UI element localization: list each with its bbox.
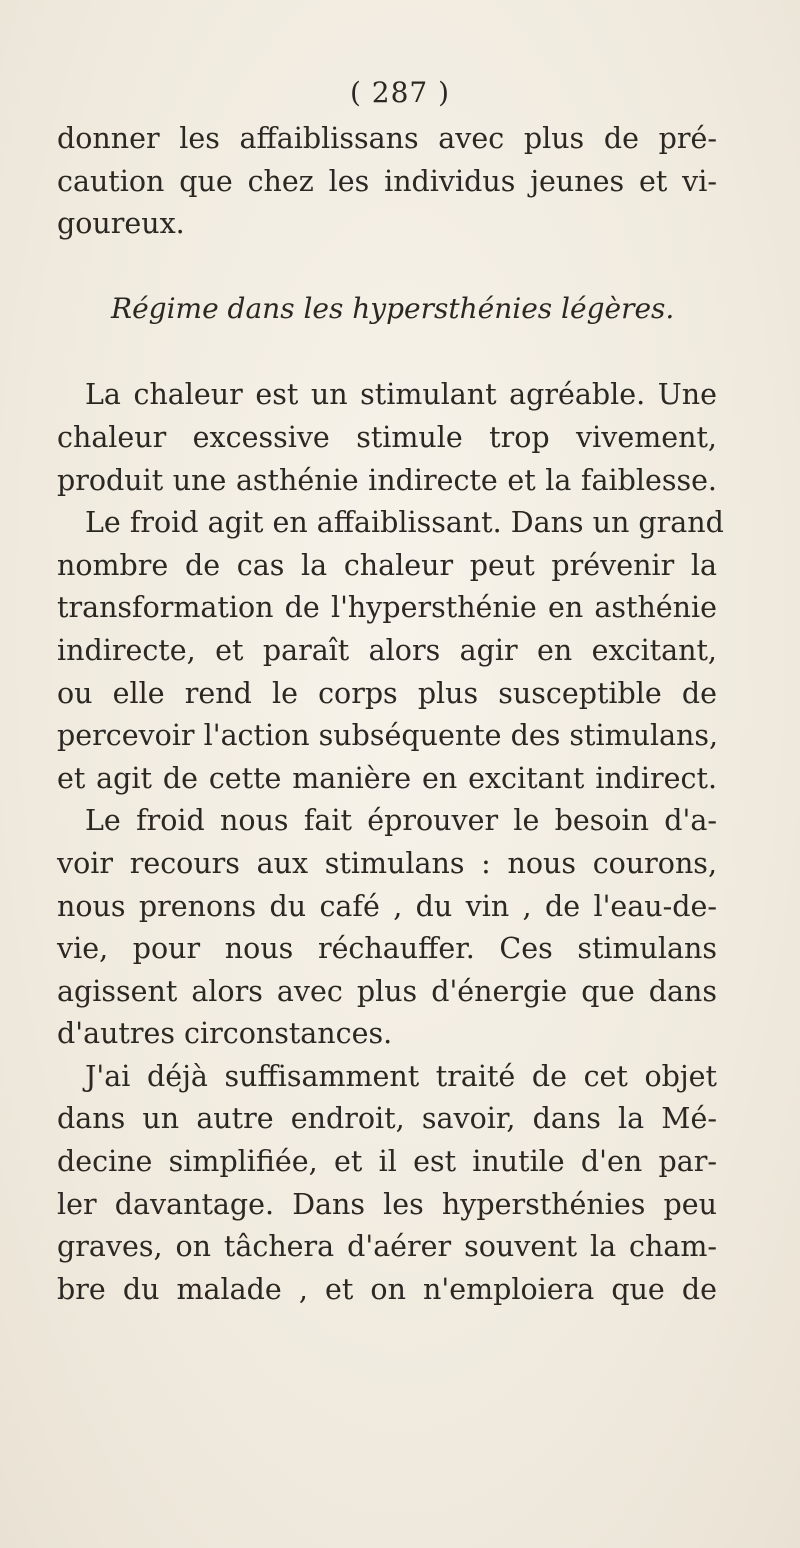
text-line: J'ai déjà suffisamment traité de cet objet [85,1059,717,1093]
text-line: produit une asthénie indirecte et la faiblesse. [57,463,717,497]
text-line: agissent alors avec plus d'énergie que dans [57,974,717,1008]
text-line: d'autres circonstances. [57,1017,393,1051]
paragraph-reference [57,1056,717,1312]
text-line: percevoir l'action subséquente des stimulans, [57,719,719,753]
text-line: indirecte, et paraît alors agir en excitant, [57,633,717,667]
text-line: nous prenons du café , du vin , de l'eau-de- [57,889,717,923]
text-line: vie, pour nous réchauffer. Ces stimulans [57,932,717,966]
text-line: goureux. [57,207,185,241]
text-line: nombre de cas la chaleur peut prévenir la [57,548,717,582]
page-number: ( 287 ) [349,76,451,109]
text-line: dans un autre endroit, savoir, dans la Mé- [57,1102,717,1136]
paragraph-heat-cold [57,374,724,1056]
text-line: chaleur excessive stimule trop vivement, [57,420,717,454]
text-line: ler davantage. Dans les hypersthénies peu [57,1187,717,1221]
intro-paragraph [57,118,717,246]
text-line: graves, on tâchera d'aérer souvent la cham- [57,1230,717,1264]
text-line: voir recours aux stimulans : nous courons, [57,846,717,880]
text-line: transformation de l'hypersthénie en asthénie [57,591,717,625]
text-line: bre du malade , et on n'emploiera que de [57,1272,717,1306]
text-line: donner les affaiblissans avec plus de pré- [57,122,717,155]
text-line: ou elle rend le corps plus susceptible de [57,676,717,710]
page-text [57,118,724,1311]
section-heading: Régime dans les hypersthénies légères. [111,291,675,325]
text-line: et agit de cette manière en excitant indirect. [57,761,717,795]
text-line: Le froid nous fait éprouver le besoin d'a- [85,804,717,838]
text-line: Le froid agit en affaiblissant. Dans un grand [85,506,724,540]
text-line: caution que chez les individus jeunes et vi- [57,164,717,198]
text-line: La chaleur est un stimulant agréable. Une [85,378,717,412]
text-line: decine simplifiée, et il est inutile d'en par- [57,1145,717,1179]
